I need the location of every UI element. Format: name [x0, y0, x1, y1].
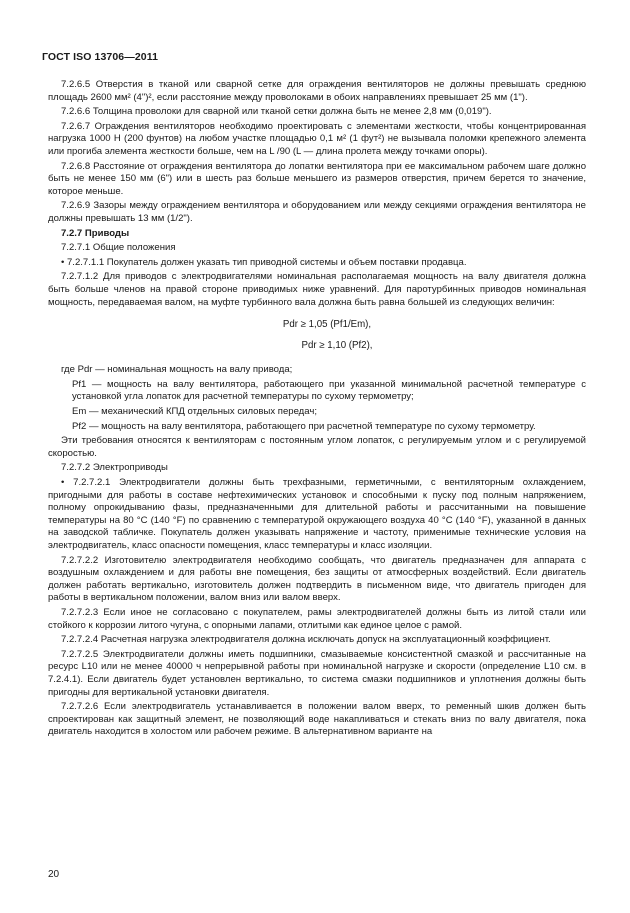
definition-pf2: Pf2 — мощность на валу вентилятора, работающего при расчетной температуре по сухому термометру.: [72, 420, 536, 432]
document-body: [48, 79, 586, 741]
paragraph-7-2-7-2-6: 7.2.7.2.6 Если электродвигатель устанавливается в положении валом вверх, то ременный шкив должен быть спроектирован как защитный элемент, не позволяющий воде накапливаться и стекать вниз по валу двигателя, пока двигатель находится в холостом или рабочем режиме. В альтернативном варианте на: [48, 701, 586, 738]
page-number: 20: [48, 869, 60, 880]
document-header: ГОСТ ISO 13706—2011: [42, 51, 159, 63]
subsection-heading-7-2-7-2: 7.2.7.2 Электроприводы: [61, 462, 168, 474]
definitions-list: [48, 364, 586, 433]
paragraph-7-2-6-7: 7.2.6.7 Ограждения вентиляторов необходимо проектировать с элементами жесткости, чтобы концентрированная нагрузка 1000 Н (200 фунтов) на любом участке площадью 0,1 м² (1 фут²) не вызывала поломки крепежного элемента или прогиба элемента жесткости больше, чем на L /90 (L — длина пролета между точками опоры).: [48, 120, 586, 157]
definition-pdr: где Pdr — номинальная мощность на валу привода;: [61, 364, 293, 376]
paragraph-7-2-7-1-2: 7.2.7.1.2 Для приводов с электродвигателями номинальная располагаемая мощность на валу двигателя должна быть больше членов на правой стороне приводимых ниже уравнений. Для паротурбинных приводов номинальная мощность, передаваемая валом, на муфте турбинного вала должна быть равна большей из следующих величин:: [48, 271, 586, 308]
paragraph-7-2-7-2-5: 7.2.7.2.5 Электродвигатели должны иметь подшипники, смазываемые консистентной смазкой и рассчитанные на ресурс L10 или не менее 40000 ч непрерывной работы при номинальной нагрузке и скорости (определение L10 см. в 7.2.4.1). Если двигатель будет установлен вертикально, то система смазки подшипников и уплотнения должны быть пригодны для вертикальной установки двигателя.: [48, 648, 586, 698]
definition-em: Em — механический КПД отдельных силовых передач;: [72, 406, 317, 418]
paragraph-7-2-7-1-1: • 7.2.7.1.1 Покупатель должен указать тип приводной системы и объем поставки продавца.: [61, 256, 467, 268]
paragraph-7-2-6-5: [48, 79, 586, 104]
formula-block: [48, 319, 586, 352]
paragraph-7-2-6-9: 7.2.6.9 Зазоры между ограждением вентилятора и оборудованием или между секциями ограждения вентилятора не должны превышать 13 мм (1/2").: [48, 200, 586, 224]
paragraph-7-2-7-2-3: 7.2.7.2.3 Если иное не согласовано с покупателем, рамы электродвигателей должны быть из литой стали или стойкого к коррозии литого чугуна, с опорными лапами, отлитыми как единое целое с рамой.: [48, 606, 586, 631]
formula-1: Pdr ≥ 1,05 (Pf1/Em),: [282, 319, 372, 331]
paragraph-requirements-note: Эти требования относятся к вентиляторам с постоянным углом лопаток, с регулируемым углом и с регулируемой скоростью.: [48, 435, 586, 459]
subsection-heading-7-2-7-1: 7.2.7.1 Общие положения: [61, 242, 176, 254]
paragraph-7-2-7-2-4: 7.2.7.2.4 Расчетная нагрузка электродвигателя должна исключать допуск на эксплуатационный коэффициент.: [61, 634, 551, 646]
definition-pf1: Pf1 — мощность на валу вентилятора, работающего при указанной минимальной расчетной температуре с установкой угла лопаток для расчетной температуры по сухому термометру;: [72, 378, 586, 403]
paragraph-7-2-7-2-1: • 7.2.7.2.1 Электродвигатели должны быть трехфазными, герметичными, с вентиляторным охлаждением, пригодными для работы в составе нефтехимических установок и способными к пуску под полным напряжением, полному опрокидыванию фазы, предназначенными для длительной работы и рассчитанными на повышение температуры на 80 °С (140 °F) по сравнению с температурой окружающего воздуха 40 °С (140 °F), указанной в данных на заводской табличке. Покупатель должен указывать напряжение и частоту, применимые технические условия на электродвигатель, класс опасности помещения, класс температуры и класс изоляции.: [48, 477, 586, 551]
section-heading-7-2-7: 7.2.7 Приводы: [61, 227, 130, 239]
paragraph-7-2-6-8: 7.2.6.8 Расстояние от ограждения вентилятора до лопатки вентилятора при ее максимальном рабочем шаге должно быть не менее 150 мм (6") или в шесть раз больше меньшего из размеров отверстия, причем берется то значение, которое меньше.: [48, 160, 586, 197]
paragraph-7-2-7-2-2: 7.2.7.2.2 Изготовителю электродвигателя необходимо сообщать, что двигатель предназначен для аппарата с воздушным охлаждением и для работы вне помещения, без защиты от атмосферных воздействий. Если двигатель должен работать вертикально, изготовитель должен подтвердить в письменном виде, что двигатель пригоден для работы в вертикальном положении, валом вниз или валом вверх.: [48, 554, 586, 604]
formula-2: Pdr ≥ 1,10 (Pf2),: [301, 339, 373, 351]
paragraph-7-2-6-6: 7.2.6.6 Толщина проволоки для сварной или тканой сетки должна быть не менее 2,8 мм (0,019").: [61, 106, 492, 118]
paragraph-text: 7.2.6.5 Отверстия в тканой или сварной сетке для ограждения вентиляторов не должны превышать среднюю площадь 2600 мм² (4")², если расстояние между проволоками в обоих направлениях превышает 25 мм (1").: [48, 79, 586, 103]
